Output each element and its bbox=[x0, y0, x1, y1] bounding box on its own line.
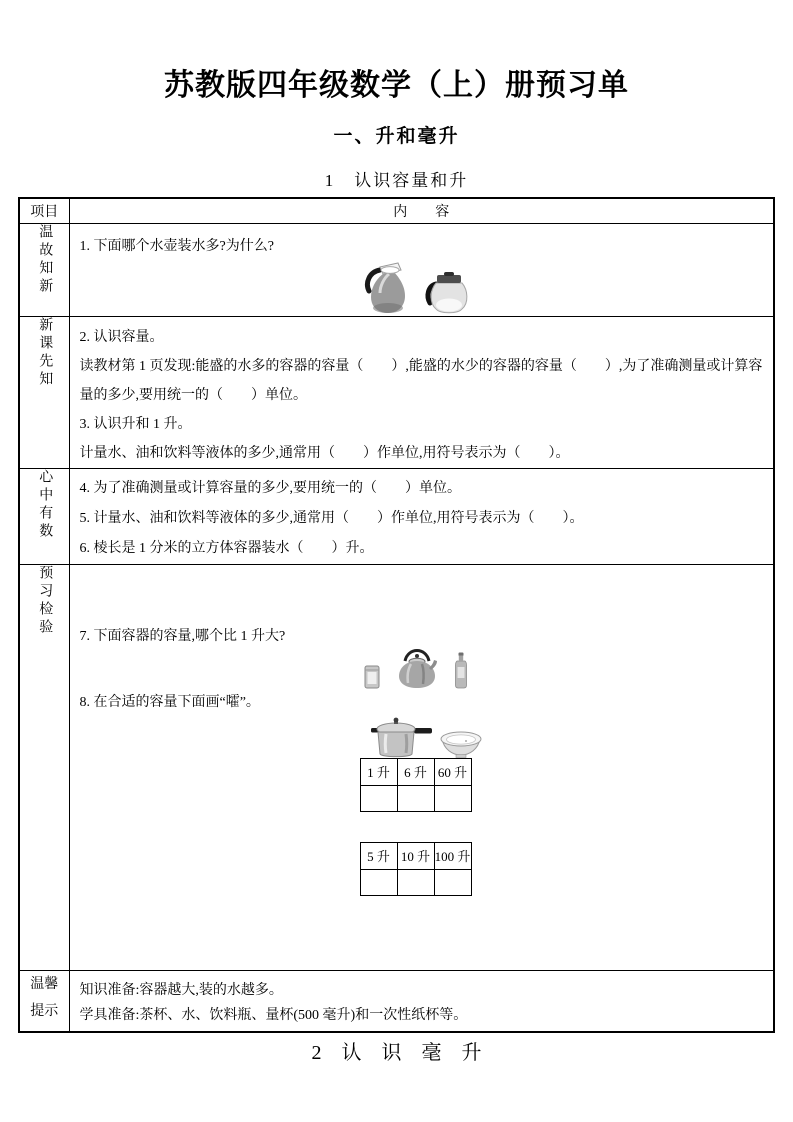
table-row-tips bbox=[19, 970, 774, 1032]
kettle-image bbox=[394, 643, 440, 689]
question-6: 6. 棱长是 1 分米的立方体容器装水（ ）升。 bbox=[79, 540, 374, 556]
row-label-review: 温故知新 bbox=[37, 223, 53, 296]
worksheet-table bbox=[18, 197, 775, 1033]
section-heading: 1 认识容量和升 bbox=[324, 171, 469, 190]
row-label-new-lesson: 新课先知 bbox=[37, 316, 53, 389]
question-3-body: 计量水、油和饮料等液体的多少,通常用（ ）作单位,用符号表示为（ ）。 bbox=[79, 445, 570, 461]
tall-pitcher-image bbox=[360, 258, 414, 315]
row-label-key-points: 心中有数 bbox=[37, 468, 53, 541]
question-1: 1. 下面哪个水壶装水多?为什么? bbox=[79, 238, 274, 254]
answer-cell bbox=[434, 869, 471, 895]
capacity-option: 10 升 bbox=[397, 842, 434, 869]
answer-cell bbox=[360, 869, 397, 895]
row-label-tips: 温馨 提示 bbox=[30, 976, 59, 1019]
question-5: 5. 计量水、油和饮料等液体的多少,通常用（ ）作单位,用符号表示为（ ）。 bbox=[79, 510, 584, 526]
column-header-content: 内 容 bbox=[69, 198, 774, 223]
question-2-body: 读教材第 1 页发现:能盛的水多的容器的容量（ ）,能盛的水少的容器的容量（ ）,为了准确测量或计算容量的多少,要用统一的（ ）单位。 bbox=[79, 358, 763, 403]
answer-cell bbox=[397, 869, 434, 895]
pressure-cooker-image bbox=[370, 717, 434, 759]
next-section-heading: 2 认 识 毫 升 bbox=[311, 1042, 482, 1064]
capacity-option: 5 升 bbox=[360, 842, 397, 869]
answer-cell bbox=[360, 785, 397, 811]
question-3-title: 3. 认识升和 1 升。 bbox=[79, 416, 192, 432]
knowledge-prep-tip: 知识准备:容器越大,装的水越多。 bbox=[79, 982, 283, 998]
capacity-option: 100 升 bbox=[434, 842, 471, 869]
materials-prep-tip: 学具准备:茶杯、水、饮料瓶、量杯(500 毫升)和一次性纸杯等。 bbox=[79, 1007, 468, 1023]
row-label-preview-check: 预习检验 bbox=[37, 564, 53, 637]
capacity-option: 60 升 bbox=[434, 758, 471, 785]
header-row bbox=[19, 198, 774, 223]
bottle-image bbox=[454, 652, 468, 689]
container-images bbox=[364, 643, 468, 689]
page-title: 苏教版四年级数学（上）册预习单 bbox=[164, 69, 629, 102]
answer-cell bbox=[434, 785, 471, 811]
juice-box-image bbox=[364, 662, 380, 689]
chapter-heading: 一、升和毫升 bbox=[333, 126, 460, 147]
question-2-title: 2. 认识容量。 bbox=[79, 329, 164, 345]
capacity-option: 6 升 bbox=[397, 758, 434, 785]
capacity-images bbox=[370, 717, 484, 759]
kettle-comparison-images bbox=[360, 258, 473, 315]
table-row-review bbox=[19, 223, 774, 316]
table-row-key-points bbox=[19, 468, 774, 564]
question-7: 7. 下面容器的容量,哪个比 1 升大? bbox=[79, 628, 286, 644]
bowl-image bbox=[438, 730, 484, 759]
capacity-choice-table-2 bbox=[360, 842, 472, 896]
question-8: 8. 在合适的容量下面画“嚯”。 bbox=[79, 694, 260, 710]
capacity-option: 1 升 bbox=[360, 758, 397, 785]
table-row-preview-check bbox=[19, 564, 774, 970]
question-4: 4. 为了准确测量或计算容量的多少,要用统一的（ ）单位。 bbox=[79, 480, 461, 496]
table-row-new-lesson bbox=[19, 316, 774, 468]
column-header-item: 项目 bbox=[19, 198, 69, 223]
answer-cell bbox=[397, 785, 434, 811]
capacity-choice-table-1 bbox=[360, 758, 472, 812]
glass-pot-image bbox=[423, 270, 473, 315]
